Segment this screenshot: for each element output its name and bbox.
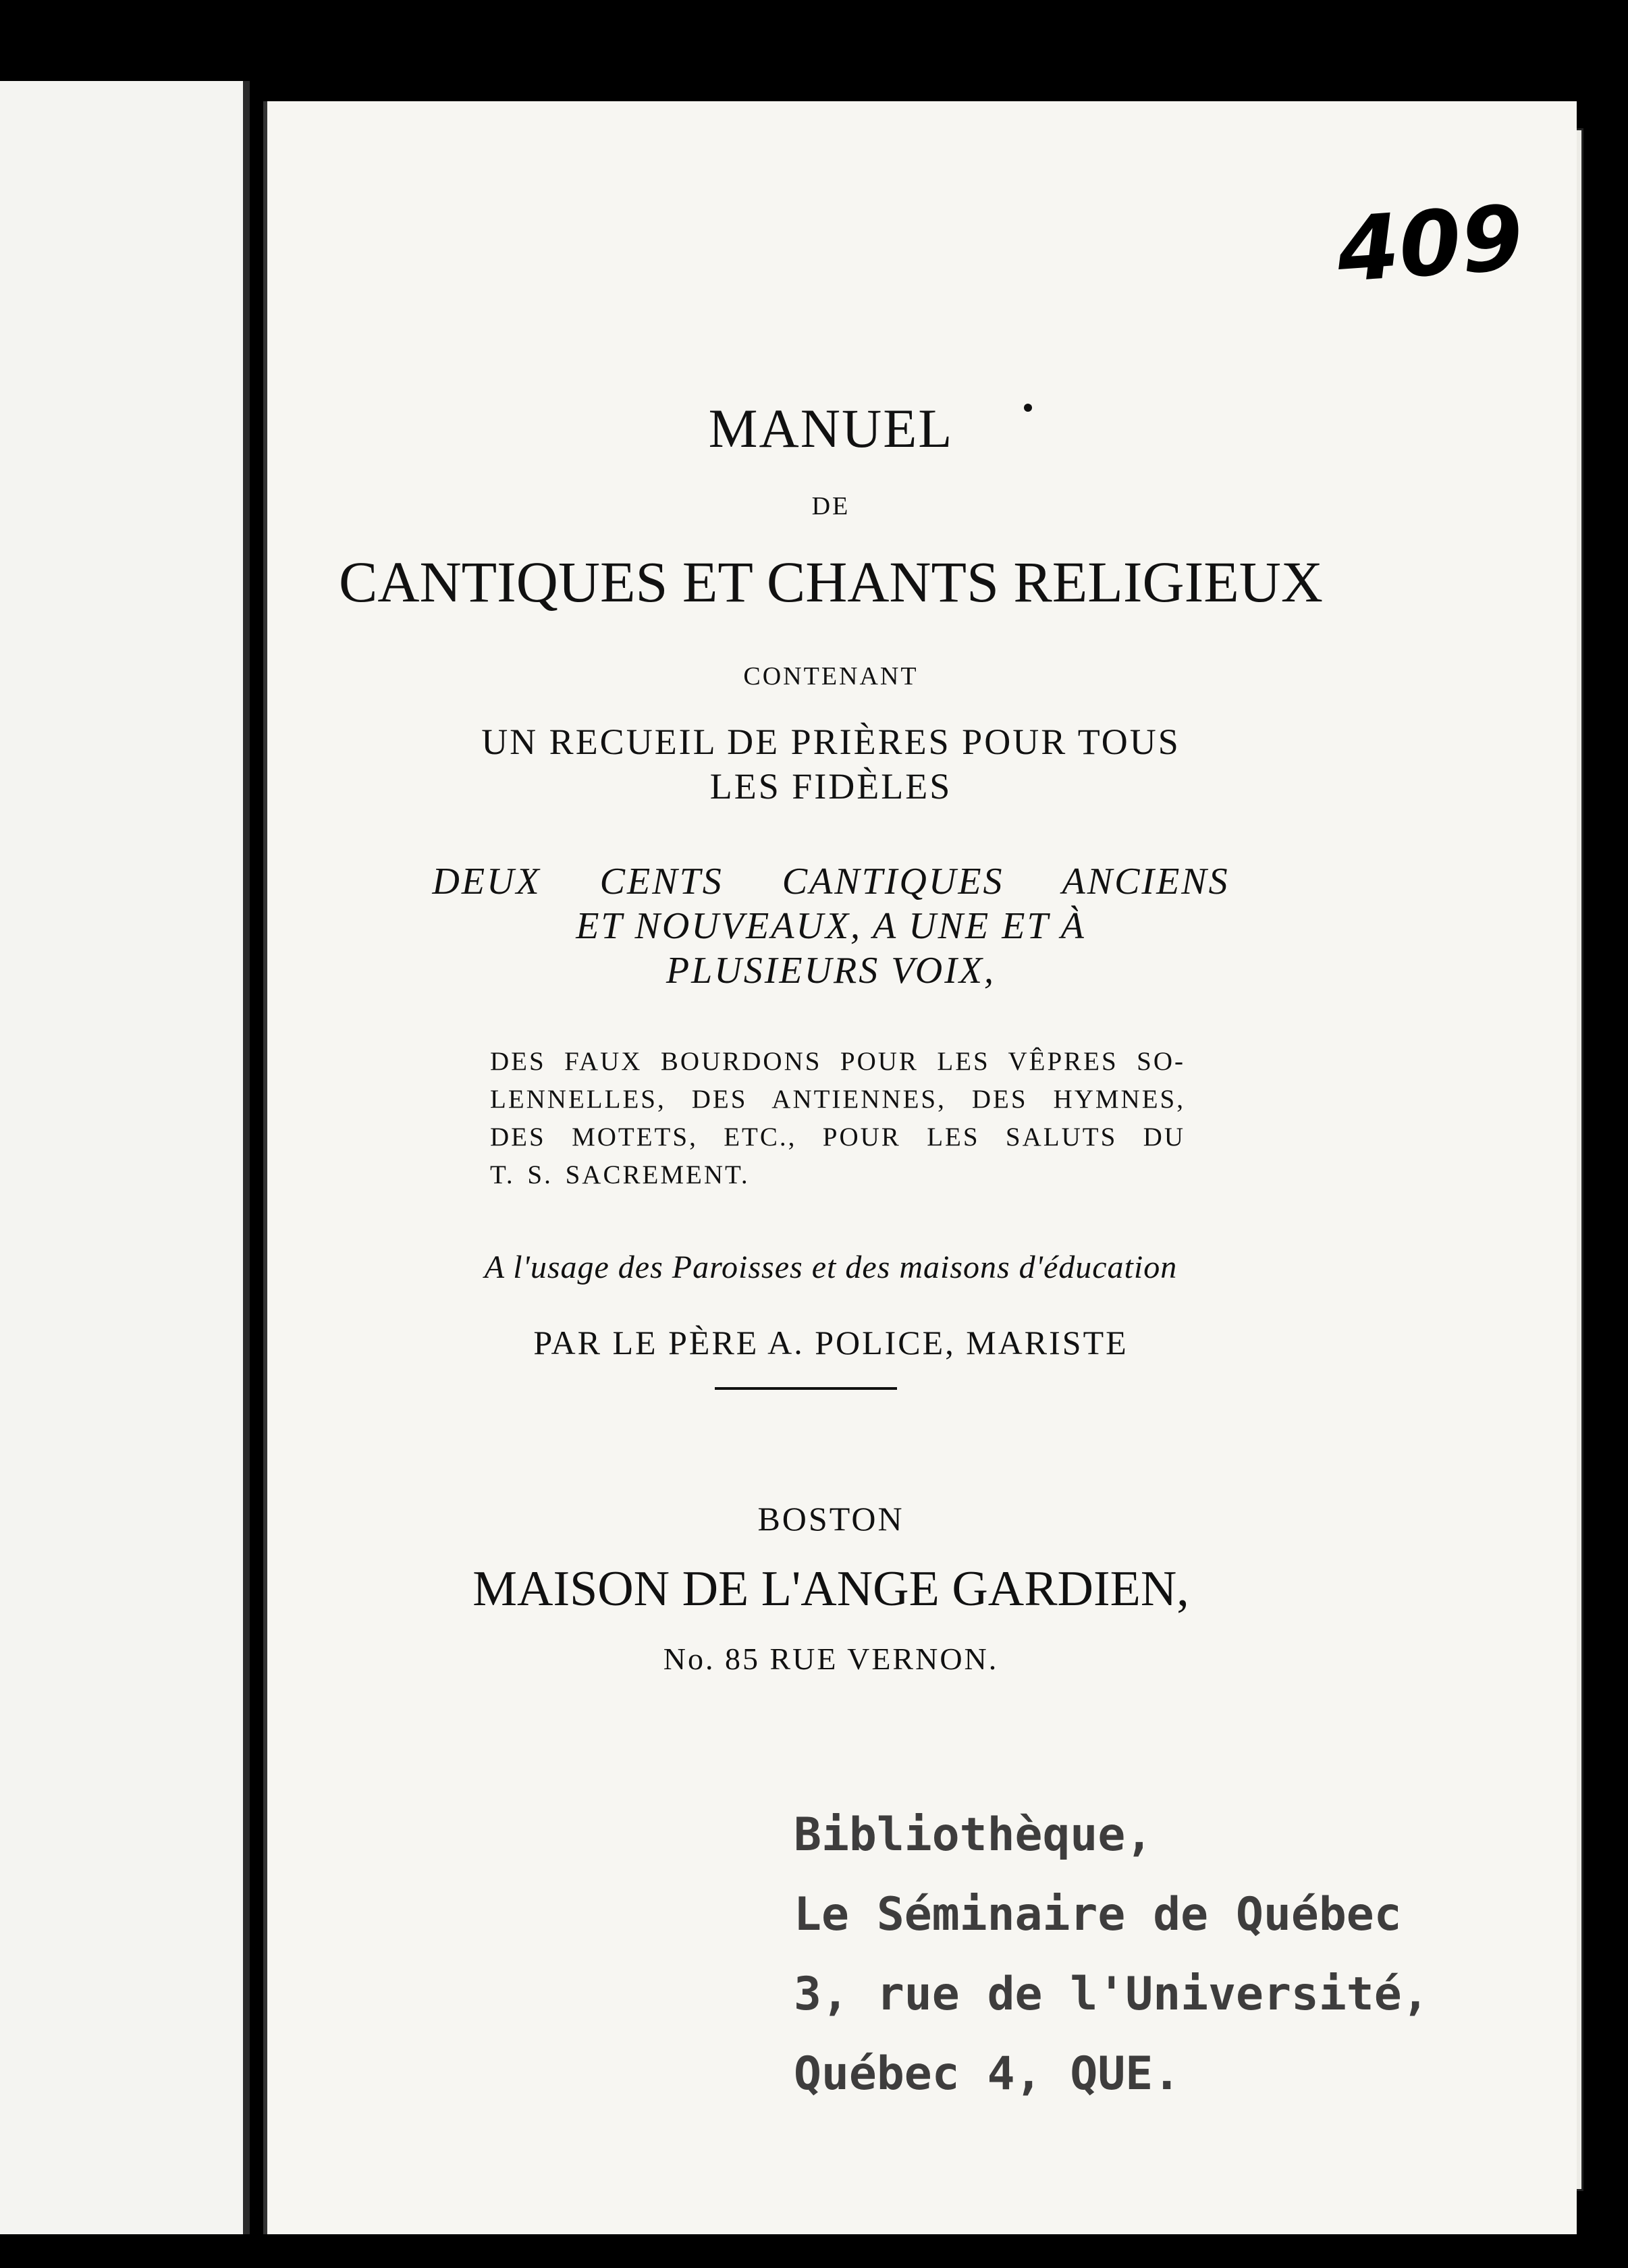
author-line: PAR LE PÈRE A. POLICE, MARISTE [533, 1324, 1129, 1361]
recueil-line-2: LES FIDÈLES [709, 766, 952, 807]
cantiques-line-1: DEUX CENTS CANTIQUES ANCIENS [432, 861, 1230, 902]
title-manuel: MANUEL [708, 398, 954, 459]
stamp-line-3: 3, rue de l'Université, [794, 1968, 1430, 2021]
title-page [263, 101, 1577, 2234]
stamp-line-4: Québec 4, QUE. [794, 2047, 1181, 2101]
contenant-label: CONTENANT [743, 662, 919, 691]
library-stamp [794, 1796, 1469, 2114]
publisher-name: MAISON DE L'ANGE GARDIEN, [472, 1561, 1189, 1617]
title-de: DE [811, 492, 850, 520]
stamp-line-1: Bibliothèque, [794, 1808, 1154, 1862]
handwritten-number: 409 [1333, 186, 1527, 303]
divider-rule [715, 1387, 897, 1390]
main-title: CANTIQUES ET CHANTS RELIGIEUX [339, 549, 1323, 614]
recueil-line-1: UN RECUEIL DE PRIÈRES POUR TOUS [481, 722, 1181, 762]
faux-bourdons-line-2: LENNELLES, DES ANTIENNES, DES HYMNES, [490, 1085, 1185, 1114]
cantiques-line-2: ET NOUVEAUX, A UNE ET À [576, 905, 1086, 947]
faux-bourdons-line-1: DES FAUX BOURDONS POUR LES VÊPRES SO- [490, 1047, 1185, 1076]
faux-bourdons-line-4: T. S. SACREMENT. [490, 1160, 750, 1189]
stamp-line-2: Le Séminaire de Québec [794, 1888, 1402, 1941]
faux-bourdons-line-3: DES MOTETS, ETC., POUR LES SALUTS DU [490, 1123, 1185, 1152]
cantiques-line-3: PLUSIEURS VOIX, [666, 950, 996, 992]
publisher-address: No. 85 RUE VERNON. [663, 1642, 999, 1676]
publisher-city: BOSTON [757, 1500, 904, 1538]
usage-note: A l'usage des Paroisses et des maisons d'éducation [484, 1249, 1178, 1285]
